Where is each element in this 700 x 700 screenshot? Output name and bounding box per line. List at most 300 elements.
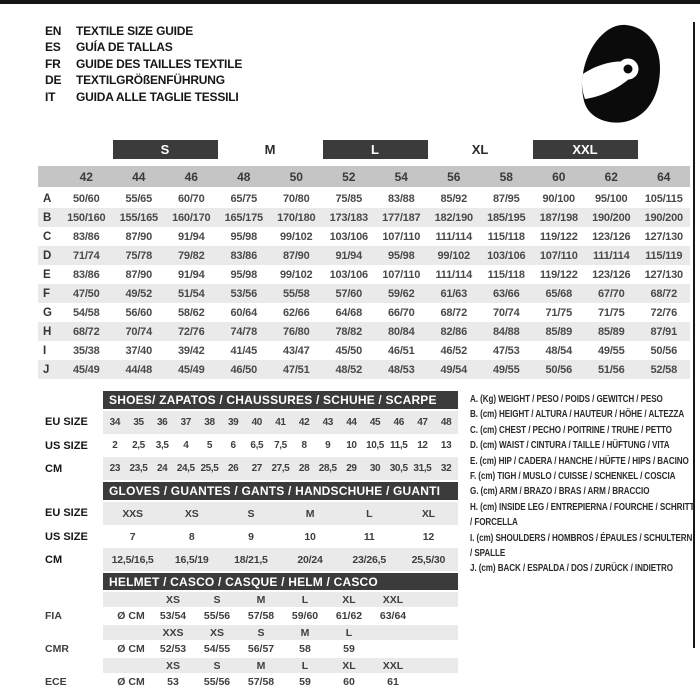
section-header-row bbox=[20, 391, 458, 410]
value-cell: 27,5 bbox=[269, 457, 293, 480]
row-letter: D bbox=[38, 246, 60, 265]
size-value-cell: 46/52 bbox=[440, 344, 468, 357]
size-group-cell bbox=[428, 140, 533, 166]
size-group-row bbox=[38, 140, 690, 166]
helmet-value-cell: 57/58 bbox=[247, 676, 275, 688]
guide-title: TEXTILGRÖßENFÜHRUNG bbox=[76, 73, 225, 88]
value-cell: 13 bbox=[440, 440, 452, 451]
guide-title: GUÍA DE TALLAS bbox=[76, 40, 173, 55]
size-group-label: S bbox=[113, 140, 218, 159]
size-value-cell: 51/56 bbox=[585, 360, 638, 379]
size-value-cell: 83/86 bbox=[72, 230, 100, 243]
size-column-header: 56 bbox=[428, 166, 481, 188]
helmet-size-header: S bbox=[239, 625, 283, 640]
language-row bbox=[45, 39, 242, 55]
value-cell: 40 bbox=[245, 410, 269, 434]
size-value-cell: 41/45 bbox=[230, 344, 258, 357]
size-value-cell: 150/160 bbox=[60, 208, 113, 227]
row-letter: F bbox=[38, 284, 60, 303]
section-header-row bbox=[20, 573, 458, 591]
row-label: US SIZE bbox=[45, 530, 88, 543]
size-value-cell: 190/200 bbox=[638, 208, 691, 227]
legend-item: H. (cm) INSIDE LEG / ENTREPIERNA / FOURCHE / SCHRITT / FORCELLA bbox=[470, 500, 695, 529]
value-cell: 34 bbox=[103, 410, 127, 434]
header-spacer bbox=[20, 391, 103, 410]
helmet-size-header: XXS bbox=[151, 625, 195, 640]
size-value-cell: 185/195 bbox=[480, 208, 533, 227]
section-row bbox=[20, 457, 458, 480]
filler-cell bbox=[415, 625, 458, 640]
size-value-cell: 91/94 bbox=[323, 246, 376, 265]
size-value-cell: 71/74 bbox=[60, 246, 113, 265]
size-value-cell: 45/49 bbox=[60, 360, 113, 379]
section-header-bar: SHOES/ ZAPATOS / CHAUSSURES / SCHUHE / SCARPE bbox=[103, 391, 458, 410]
guide-title: GUIDE DES TAILLES TEXTILE bbox=[76, 56, 243, 71]
size-value-cell: 103/106 bbox=[329, 268, 368, 281]
value-cell: 8 bbox=[188, 530, 195, 543]
legend-item: G. (cm) ARM / BRAZO / BRAS / ARM / BRACCIO bbox=[470, 485, 650, 498]
row-letter: B bbox=[38, 208, 60, 227]
row-letter: I bbox=[43, 344, 46, 357]
size-value-cell: 119/122 bbox=[539, 230, 578, 243]
size-value-cell: 85/89 bbox=[585, 322, 638, 341]
diameter-spacer bbox=[103, 625, 151, 640]
helmet-size-header: L bbox=[283, 591, 327, 607]
size-value-cell: 45/50 bbox=[335, 344, 363, 357]
measurement-row bbox=[38, 188, 690, 208]
helmet-value-cell: 63/64 bbox=[379, 610, 407, 622]
size-value-cell: 111/114 bbox=[585, 246, 638, 265]
section-header-bar: GLOVES / GUANTES / GANTS / HANDSCHUHE / GUANTI bbox=[103, 482, 458, 501]
size-value-cell: 50/60 bbox=[72, 192, 100, 205]
value-cell: 23/26,5 bbox=[340, 548, 399, 571]
header-spacer bbox=[20, 482, 103, 501]
helmet-standard-row bbox=[20, 673, 458, 691]
helmet-size-header: XS bbox=[151, 591, 195, 607]
size-value-cell: 39/42 bbox=[177, 344, 205, 357]
size-value-cell: 72/76 bbox=[165, 322, 218, 341]
size-group-label: L bbox=[323, 140, 428, 159]
value-cell: 26 bbox=[221, 457, 245, 480]
value-cell: 10 bbox=[346, 440, 357, 451]
size-value-cell: 107/110 bbox=[382, 268, 421, 281]
section-row bbox=[20, 525, 458, 548]
size-value-cell: 47/50 bbox=[60, 284, 113, 303]
value-cell: 39 bbox=[221, 410, 245, 434]
filler-cell bbox=[415, 607, 458, 625]
size-value-cell: 160/170 bbox=[165, 208, 218, 227]
gloves-size-table bbox=[20, 482, 458, 571]
size-value-cell: 87/90 bbox=[125, 230, 153, 243]
filler-cell bbox=[415, 591, 458, 607]
size-group-label: M bbox=[264, 142, 276, 157]
size-value-cell: 71/75 bbox=[545, 306, 573, 319]
language-title-list bbox=[45, 23, 242, 105]
row-letter: E bbox=[43, 268, 51, 281]
size-value-cell: 91/94 bbox=[177, 230, 205, 243]
size-value-cell: 48/53 bbox=[375, 360, 428, 379]
size-value-cell: 123/126 bbox=[592, 268, 631, 281]
size-value-cell: 44/48 bbox=[113, 360, 166, 379]
value-cell: 10 bbox=[304, 530, 316, 543]
helmet-size-header: S bbox=[195, 591, 239, 607]
helmet-size-header bbox=[371, 625, 415, 640]
size-value-cell: 190/200 bbox=[585, 208, 638, 227]
size-value-cell: 46/51 bbox=[387, 344, 415, 357]
size-value-cell: 182/190 bbox=[428, 208, 481, 227]
size-value-cell: 83/86 bbox=[218, 246, 271, 265]
measurement-row bbox=[38, 208, 690, 227]
section-header-bar: HELMET / CASCO / CASQUE / HELM / CASCO bbox=[103, 573, 458, 591]
value-cell: 47 bbox=[411, 410, 435, 434]
value-cell: 12 bbox=[422, 530, 435, 543]
helmet-value-cell: 53 bbox=[167, 676, 179, 688]
diameter-label: Ø CM bbox=[117, 676, 145, 688]
size-value-cell: 35/38 bbox=[72, 344, 100, 357]
size-value-cell: 87/90 bbox=[125, 268, 153, 281]
guide-title: TEXTILE SIZE GUIDE bbox=[76, 24, 194, 38]
value-cell: 6 bbox=[230, 440, 236, 451]
size-value-cell: 48/54 bbox=[545, 344, 573, 357]
language-code: ES bbox=[45, 40, 61, 55]
label-spacer bbox=[20, 625, 103, 640]
size-value-cell: 60/70 bbox=[177, 192, 205, 205]
value-cell: 2 bbox=[112, 440, 118, 451]
size-column-header: 58 bbox=[480, 166, 533, 188]
language-code: DE bbox=[45, 73, 62, 88]
value-cell: 18/21,5 bbox=[221, 548, 280, 571]
size-value-cell: 85/92 bbox=[440, 192, 468, 205]
value-cell: 4 bbox=[183, 440, 189, 451]
size-value-cell: 115/119 bbox=[638, 246, 691, 265]
size-value-cell: 58/62 bbox=[177, 306, 205, 319]
standard-name: FIA bbox=[45, 610, 62, 622]
size-value-cell: 103/106 bbox=[480, 246, 533, 265]
size-group-cell bbox=[638, 140, 691, 166]
size-value-cell: 115/118 bbox=[487, 230, 525, 243]
size-value-cell: 49/55 bbox=[597, 344, 625, 357]
diameter-spacer bbox=[103, 591, 151, 607]
size-value-cell: 68/72 bbox=[638, 284, 691, 303]
helmet-size-header: XS bbox=[195, 625, 239, 640]
size-value-cell: 103/106 bbox=[329, 230, 368, 243]
size-value-cell: 55/65 bbox=[125, 192, 153, 205]
helmet-value-cell: 57/58 bbox=[247, 610, 275, 622]
measurement-row bbox=[38, 284, 690, 303]
size-value-cell: 83/86 bbox=[72, 268, 100, 281]
helmet-value-cell: 58 bbox=[299, 643, 311, 655]
size-value-cell: 65/75 bbox=[230, 192, 258, 205]
value-cell: 28 bbox=[292, 457, 316, 480]
value-cell: 11,5 bbox=[390, 440, 408, 451]
size-value-cell: 115/118 bbox=[487, 268, 525, 281]
helmet-size-header: XL bbox=[327, 658, 371, 673]
value-cell: 28,5 bbox=[316, 457, 340, 480]
helmet-value-cell: 53/54 bbox=[159, 610, 187, 622]
size-value-cell: 70/74 bbox=[492, 306, 520, 319]
helmet-value-cell: 55/56 bbox=[203, 610, 231, 622]
legend-item: B. (cm) HEIGHT / ALTURA / HAUTEUR / HÖHE / ALTEZZA bbox=[470, 408, 685, 421]
size-value-cell: 49/52 bbox=[113, 284, 166, 303]
section-row bbox=[20, 410, 458, 434]
diameter-label: Ø CM bbox=[117, 610, 145, 622]
value-cell: L bbox=[340, 501, 399, 525]
value-cell: 42 bbox=[292, 410, 316, 434]
measurement-row bbox=[38, 303, 690, 322]
size-value-cell: 111/114 bbox=[435, 268, 473, 281]
size-value-cell: 91/94 bbox=[177, 268, 205, 281]
value-cell: 16,5/19 bbox=[162, 548, 221, 571]
size-value-cell: 95/100 bbox=[595, 192, 628, 205]
value-cell: 7,5 bbox=[274, 440, 287, 451]
helmet-size-table bbox=[20, 573, 458, 691]
helmet-size-header: XS bbox=[151, 658, 195, 673]
size-value-cell: 95/98 bbox=[230, 268, 258, 281]
size-value-cell: 111/114 bbox=[435, 230, 473, 243]
size-value-cell: 49/55 bbox=[480, 360, 533, 379]
value-cell: 37 bbox=[174, 410, 198, 434]
size-value-cell: 70/74 bbox=[113, 322, 166, 341]
size-column-header: 52 bbox=[323, 166, 376, 188]
size-value-cell: 47/51 bbox=[270, 360, 323, 379]
size-value-cell: 52/58 bbox=[638, 360, 691, 379]
value-cell: 24 bbox=[150, 457, 174, 480]
size-value-cell: 99/102 bbox=[428, 246, 481, 265]
value-cell: 20/24 bbox=[280, 548, 339, 571]
guide-title: GUIDA ALLE TAGLIE TESSILI bbox=[76, 89, 239, 104]
helmet-size-header: XXL bbox=[371, 591, 415, 607]
size-value-cell: 72/76 bbox=[650, 306, 678, 319]
helmet-size-header-row bbox=[20, 625, 458, 640]
value-cell: XS bbox=[162, 501, 221, 525]
size-value-cell: 170/180 bbox=[270, 208, 323, 227]
size-value-cell: 45/49 bbox=[165, 360, 218, 379]
value-cell: 2,5 bbox=[132, 440, 145, 451]
value-cell: 46 bbox=[387, 410, 411, 434]
letter-column-spacer bbox=[38, 140, 60, 166]
size-value-cell: 177/187 bbox=[375, 208, 428, 227]
size-value-cell: 49/54 bbox=[428, 360, 481, 379]
size-value-cell: 105/115 bbox=[644, 192, 683, 205]
value-cell: 25,5/30 bbox=[399, 548, 458, 571]
helmet-value-cell: 61/62 bbox=[335, 610, 363, 622]
textile-size-table bbox=[38, 140, 690, 379]
value-cell: 3,5 bbox=[155, 440, 169, 451]
size-value-cell: 48/52 bbox=[323, 360, 376, 379]
size-value-cell: 75/78 bbox=[113, 246, 166, 265]
size-value-cell: 55/58 bbox=[270, 284, 323, 303]
section-header-row bbox=[20, 482, 458, 501]
diameter-spacer bbox=[103, 658, 151, 673]
size-value-cell: 56/60 bbox=[125, 306, 153, 319]
helmet-value-cell: 56/57 bbox=[247, 643, 275, 655]
helmet-value-cell: 61 bbox=[387, 676, 399, 688]
size-value-cell: 127/130 bbox=[644, 268, 683, 281]
size-value-cell: 84/88 bbox=[480, 322, 533, 341]
top-border bbox=[0, 0, 700, 4]
legend-item: E. (cm) HIP / CADERA / HANCHE / HÜFTE / HIPS / BACINO bbox=[470, 454, 689, 467]
helmet-icon bbox=[574, 23, 662, 125]
size-value-cell: 80/84 bbox=[375, 322, 428, 341]
size-value-cell: 82/86 bbox=[428, 322, 481, 341]
size-group-cell bbox=[533, 140, 638, 166]
size-value-cell: 43/47 bbox=[282, 344, 310, 357]
legend-item: D. (cm) WAIST / CINTURA / TAILLE / HÜFTUNG / VITA bbox=[470, 439, 670, 452]
value-cell: M bbox=[280, 501, 339, 525]
language-row bbox=[45, 72, 242, 88]
value-cell: 32 bbox=[434, 457, 458, 480]
row-label: CM bbox=[45, 553, 63, 566]
size-value-cell: 60/64 bbox=[230, 306, 258, 319]
language-row bbox=[45, 56, 242, 72]
size-value-cell: 99/102 bbox=[280, 230, 313, 243]
size-value-cell: 68/72 bbox=[60, 322, 113, 341]
value-cell: 6,5 bbox=[250, 440, 264, 451]
size-value-cell: 187/198 bbox=[533, 208, 586, 227]
size-value-cell: 68/72 bbox=[440, 306, 468, 319]
filler-cell bbox=[415, 658, 458, 673]
value-cell: 43 bbox=[316, 410, 340, 434]
size-value-cell: 51/54 bbox=[165, 284, 218, 303]
row-letter: C bbox=[43, 230, 52, 243]
measurement-row bbox=[38, 341, 690, 360]
size-value-cell: 50/56 bbox=[650, 344, 678, 357]
value-cell: 11 bbox=[363, 530, 375, 543]
numeric-size-header-row bbox=[38, 166, 690, 188]
size-group-cell bbox=[218, 140, 323, 166]
value-cell: 7 bbox=[129, 530, 136, 543]
size-value-cell: 59/62 bbox=[375, 284, 428, 303]
size-column-header: 62 bbox=[585, 166, 638, 188]
size-value-cell: 50/56 bbox=[533, 360, 586, 379]
value-cell: 23 bbox=[103, 457, 127, 480]
size-value-cell: 107/110 bbox=[382, 230, 421, 243]
size-value-cell: 63/66 bbox=[480, 284, 533, 303]
value-cell: 24,5 bbox=[174, 457, 198, 480]
size-value-cell: 71/75 bbox=[597, 306, 625, 319]
value-cell: 8 bbox=[301, 440, 307, 451]
legend-item: F. (cm) TIGH / MUSLO / CUISSE / SCHENKEL / COSCIA bbox=[470, 470, 676, 483]
size-column-header: 48 bbox=[218, 166, 271, 188]
row-label: CM bbox=[45, 462, 63, 475]
value-cell: 23,5 bbox=[127, 457, 151, 480]
value-cell: 38 bbox=[198, 410, 222, 434]
value-cell: 35 bbox=[127, 410, 151, 434]
size-column-header: 50 bbox=[270, 166, 323, 188]
helmet-size-header: XL bbox=[327, 591, 371, 607]
size-column-header: 42 bbox=[60, 166, 113, 188]
size-value-cell: 57/60 bbox=[323, 284, 376, 303]
row-label: EU SIZE bbox=[45, 507, 88, 519]
value-cell: 30 bbox=[363, 457, 387, 480]
value-cell: 41 bbox=[269, 410, 293, 434]
value-cell: 9 bbox=[248, 530, 254, 543]
helmet-size-header: M bbox=[239, 658, 283, 673]
legend-item: C. (cm) CHEST / PECHO / POITRINE / TRUHE / PETTO bbox=[470, 423, 672, 436]
size-group-cell bbox=[60, 140, 113, 166]
value-cell: 12,5/16,5 bbox=[103, 548, 162, 571]
value-cell: 48 bbox=[434, 410, 458, 434]
helmet-size-header: M bbox=[239, 591, 283, 607]
row-letter: A bbox=[43, 192, 52, 205]
measurement-row bbox=[38, 227, 690, 246]
size-value-cell: 127/130 bbox=[644, 230, 683, 243]
language-code: EN bbox=[45, 24, 62, 38]
helmet-size-header: L bbox=[283, 658, 327, 673]
value-cell: 9 bbox=[325, 440, 331, 451]
label-spacer bbox=[20, 591, 103, 607]
value-cell: 36 bbox=[150, 410, 174, 434]
size-column-header: 60 bbox=[533, 166, 586, 188]
size-value-cell: 66/70 bbox=[387, 306, 415, 319]
size-value-cell: 87/91 bbox=[638, 322, 691, 341]
size-value-cell: 99/102 bbox=[280, 268, 313, 281]
row-letter: J bbox=[38, 360, 60, 379]
size-value-cell: 53/56 bbox=[218, 284, 271, 303]
helmet-size-header: XXL bbox=[371, 658, 415, 673]
value-cell: 31,5 bbox=[411, 457, 435, 480]
helmet-size-header: L bbox=[327, 625, 371, 640]
size-value-cell: 85/89 bbox=[533, 322, 586, 341]
filler-cell bbox=[415, 640, 458, 658]
value-cell: 5 bbox=[206, 440, 213, 451]
band-spacer bbox=[38, 166, 60, 188]
shoes-size-table bbox=[20, 391, 458, 480]
header-spacer bbox=[20, 573, 103, 591]
size-value-cell: 83/88 bbox=[387, 192, 415, 205]
size-value-cell: 54/58 bbox=[72, 306, 100, 319]
size-value-cell: 155/165 bbox=[113, 208, 166, 227]
value-cell: S bbox=[221, 501, 280, 525]
size-group-label: XL bbox=[471, 142, 489, 157]
size-value-cell: 74/78 bbox=[218, 322, 271, 341]
size-value-cell: 76/80 bbox=[270, 322, 323, 341]
size-value-cell: 46/50 bbox=[218, 360, 271, 379]
size-column-header: 44 bbox=[113, 166, 166, 188]
size-value-cell: 107/110 bbox=[533, 246, 586, 265]
size-group-label: XXL bbox=[533, 140, 638, 159]
helmet-value-cell: 59/60 bbox=[291, 610, 319, 622]
value-cell: 45 bbox=[363, 410, 387, 434]
row-letter: G bbox=[43, 306, 52, 319]
helmet-size-header-row bbox=[20, 591, 458, 607]
size-column-header: 64 bbox=[638, 166, 691, 188]
value-cell: 12 bbox=[417, 440, 428, 451]
section-row bbox=[20, 501, 458, 525]
row-label: EU SIZE bbox=[45, 416, 88, 428]
helmet-standard-row bbox=[20, 640, 458, 658]
size-value-cell: 62/66 bbox=[282, 306, 310, 319]
size-value-cell: 47/53 bbox=[492, 344, 520, 357]
value-cell: 29 bbox=[340, 457, 364, 480]
helmet-value-cell bbox=[371, 640, 415, 658]
size-value-cell: 173/183 bbox=[323, 208, 376, 227]
value-cell: 30,5 bbox=[387, 457, 411, 480]
measurement-row bbox=[38, 360, 690, 379]
size-column-header: 54 bbox=[375, 166, 428, 188]
row-label: US SIZE bbox=[45, 439, 88, 452]
value-cell: 25,5 bbox=[198, 457, 222, 480]
size-value-cell: 95/98 bbox=[230, 230, 258, 243]
helmet-size-header: S bbox=[195, 658, 239, 673]
standard-name: CMR bbox=[45, 643, 69, 655]
language-row bbox=[45, 89, 242, 105]
section-row bbox=[20, 548, 458, 571]
standard-name: ECE bbox=[45, 676, 67, 688]
size-group-cell bbox=[113, 140, 218, 166]
legend-item: A. (Kg) WEIGHT / PESO / POIDS / GEWITCH / PESO bbox=[470, 393, 663, 405]
helmet-value-cell: 52/53 bbox=[159, 643, 187, 655]
